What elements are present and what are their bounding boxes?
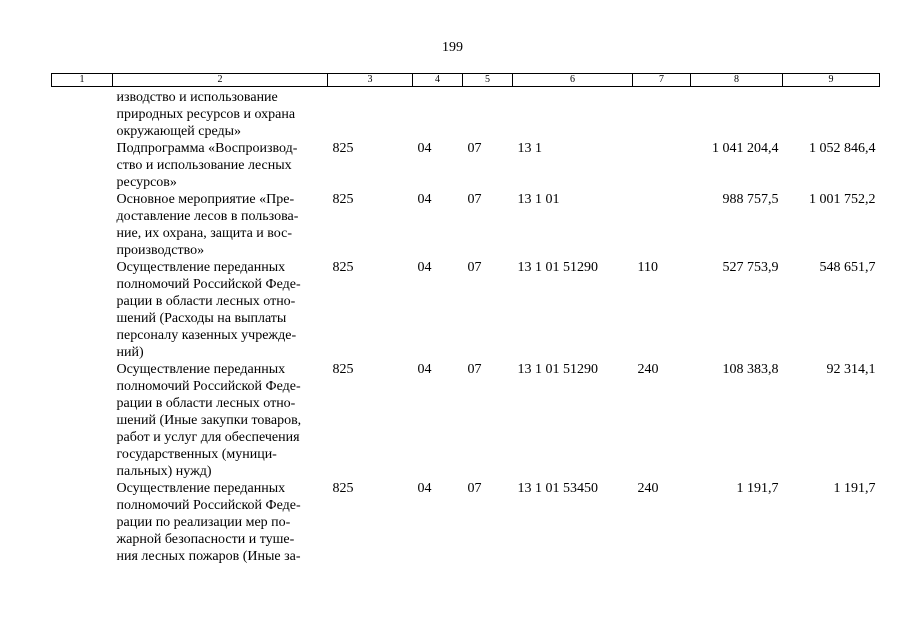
table-row [52,140,880,191]
expense-type-code [633,140,691,191]
column-header-8: 8 [691,74,783,87]
row-index-cell [52,259,113,361]
row-name: Основное мероприятие «Пре- доставление лесов в пользова- ние, их охрана, защита и вос- производство» [116,192,299,258]
subsection-code: 07 [467,481,482,496]
table-row [52,191,880,259]
target-article-code: 13 1 01 [517,192,560,207]
target-article-code: 13 1 01 53450 [517,481,598,496]
row-index-cell [52,191,113,259]
column-header-4: 4 [413,74,463,87]
ministry-code: 825 [332,192,354,207]
amount-year-2: 1 052 846,4 [809,141,876,156]
header-row [52,74,880,87]
amount-year-1: 108 383,8 [722,362,779,377]
section-code: 04 [417,481,432,496]
amount-year-2: 92 314,1 [826,362,876,377]
column-header-9: 9 [783,74,880,87]
section-code: 04 [417,260,432,275]
page-number: 199 [442,40,463,55]
section-code: 04 [417,362,432,377]
row-name: Подпрограмма «Воспроизвод- ство и использование лесных ресурсов» [116,141,298,190]
amount-year-2 [783,87,880,141]
row-name: Осуществление переданных полномочий Российской Феде- рации в области лесных отно- шений (Расходы на выплаты персоналу казенных учрежде- ний) [116,260,301,360]
ministry-code: 825 [332,362,354,377]
table-header [52,74,880,87]
row-index-cell [52,87,113,141]
expense-type-code: 240 [637,481,659,496]
section-code [413,87,463,141]
target-article-code [513,87,633,141]
row-name: Осуществление переданных полномочий Российской Феде- рации по реализации мер по- жарной безопасности и туше- ния лесных пожаров (Иные за- [116,481,301,564]
amount-year-1 [691,87,783,141]
amount-year-2: 548 651,7 [819,260,876,275]
ministry-code: 825 [332,481,354,496]
column-header-6: 6 [513,74,633,87]
row-index-cell [52,480,113,565]
table-row [52,480,880,565]
table-body [52,87,880,566]
table-row [52,361,880,480]
ministry-code: 825 [332,260,354,275]
section-code: 04 [417,141,432,156]
target-article-code: 13 1 01 51290 [517,260,598,275]
column-header-7: 7 [633,74,691,87]
ministry-code [328,87,413,141]
table-row [52,259,880,361]
ministry-code: 825 [332,141,354,156]
expense-type-code [633,87,691,141]
column-header-5: 5 [463,74,513,87]
budget-table [51,73,880,565]
amount-year-1: 1 041 204,4 [712,141,779,156]
amount-year-1: 1 191,7 [736,481,779,496]
column-header-2: 2 [113,74,328,87]
row-name: изводство и использование природных ресурсов и охрана окружающей среды» [116,90,296,139]
row-name: Осуществление переданных полномочий Российской Феде- рации в области лесных отно- шений (Иные закупки товаров, работ и услуг для обеспечения государственных (муници- пальных) нужд) [116,362,302,479]
expense-type-code [633,191,691,259]
amount-year-1: 527 753,9 [722,260,779,275]
expense-type-code: 240 [637,362,659,377]
subsection-code [463,87,513,141]
expense-type-code: 110 [637,260,658,275]
section-code: 04 [417,192,432,207]
row-index-cell [52,140,113,191]
column-header-3: 3 [328,74,413,87]
target-article-code: 13 1 01 51290 [517,362,598,377]
column-header-1: 1 [52,74,113,87]
amount-year-1: 988 757,5 [722,192,779,207]
subsection-code: 07 [467,260,482,275]
subsection-code: 07 [467,141,482,156]
subsection-code: 07 [467,362,482,377]
amount-year-2: 1 001 752,2 [809,192,876,207]
row-index-cell [52,361,113,480]
amount-year-2: 1 191,7 [833,481,876,496]
table-row [52,87,880,141]
subsection-code: 07 [467,192,482,207]
target-article-code: 13 1 [517,141,542,156]
